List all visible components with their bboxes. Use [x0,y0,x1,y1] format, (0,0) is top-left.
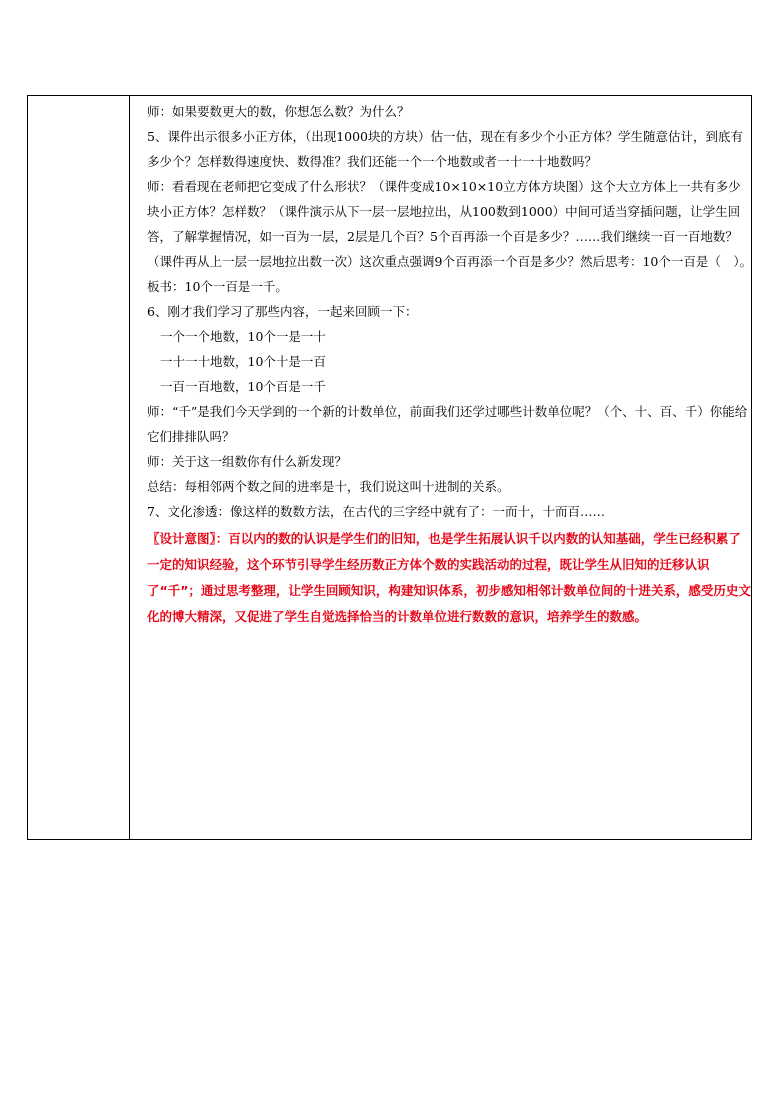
review-line-hundreds: 一百一百地数，10个百是一千 [160,379,326,394]
table-column-divider [129,96,130,839]
counting-unit-paragraph: 师：“千”是我们今天学到的一个新的计数单位，前面我们还学过哪些计数单位呢？（个、十、百、千）你能给它们排排队吗？ [147,404,748,444]
table-left-cell [28,96,129,839]
review-line-ones: 一个一个地数，10个一是一十 [160,329,326,344]
teacher-question-paragraph: 师：如果要数更大的数，你想怎么数？为什么？ [147,104,410,119]
discovery-question-paragraph: 师：关于这一组数你有什么新发现？ [147,454,348,469]
summary-paragraph: 总结：每相邻两个数之间的进率是十，我们说这叫十进制的关系。 [147,479,510,494]
cube-demo-paragraph: 师：看看现在老师把它变成了什么形状？（课件变成10×10×10立方体方块图）这个大立方体上一共有多少块小正方体？怎样数？（课件演示从下一层一层地拉出，从100数到1000）中间可适当穿插问题，让学生回答，了解掌握情况，如一百为一层，2层是几个百？5个百再添一个百是多少？……我们继续一百一百地数？（课件再从上一层一层地拉出数一次）这次重点强调9个百再添一个百是多少？然后思考：10个一百是（ ）。板书：10个一百是一千。 [147,179,753,294]
lesson-table [27,95,752,840]
step-7-paragraph: 7、文化渗透：像这样的数数方法，在古代的三字经中就有了：一而十，十而百…… [147,504,605,519]
step-6-paragraph: 6、刚才我们学习了那些内容，一起来回顾一下： [147,304,418,319]
review-line-tens: 一十一十地数，10个十是一百 [160,354,326,369]
lesson-content-cell [147,99,753,630]
design-intent-paragraph: 〖设计意图〗：百以内的数的认识是学生们的旧知，也是学生拓展认识千以内数的认知基础，学生已经积累了一定的知识经验，这个环节引导学生经历数正方体个数的实践活动的过程，既让学生从旧知的迁移认识了“千”；通过思考整理，让学生回顾知识，构建知识体系，初步感知相邻计数单位间的十进关系，感受历史文化的博大精深，又促进了学生自觉选择恰当的计数单位进行数数的意识，培养学生的数感。 [147,531,751,624]
step-5-paragraph: 5、课件出示很多小正方体，（出现1000块的方块）估一估，现在有多少个小正方体？学生随意估计，到底有多少个？怎样数得速度快、数得准？我们还能一个一个地数或者一十一十地数吗？ [147,129,744,169]
